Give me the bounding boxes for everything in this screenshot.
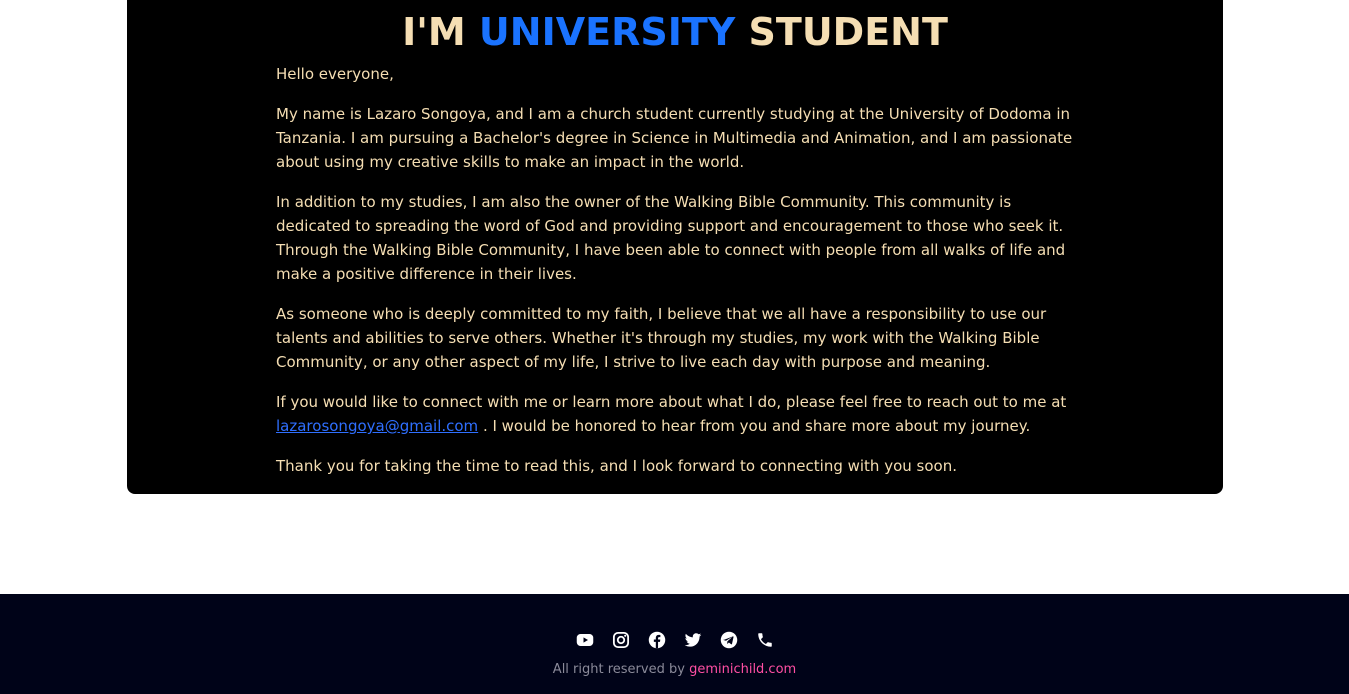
twitter-icon[interactable] [684, 631, 702, 649]
youtube-icon[interactable] [576, 631, 594, 649]
contact-text-before: If you would like to connect with me or learn more about what I do, please feel free to reach out to me at [276, 393, 1067, 411]
copyright-prefix: All right reserved by [552, 662, 690, 677]
closing-paragraph: Thank you for taking the time to read this, and I look forward to connecting with you soon. [276, 457, 957, 475]
title-highlight: UNIVERSITY [478, 10, 736, 54]
email-link[interactable]: lazarosongoya@gmail.com [276, 417, 479, 435]
contact-text-after: . I would be honored to hear from you and share more about my journey. [478, 417, 1031, 435]
social-links [0, 631, 1349, 649]
about-text [276, 62, 1076, 494]
instagram-icon[interactable] [612, 631, 630, 649]
faith-paragraph: As someone who is deeply committed to my faith, I believe that we all have a responsibility to use our talents and abilities to serve others. Whether it's through my studies, my work with the Walking Bible Community, or any other aspect of my life, I strive to live each day with purpose and meaning. [276, 305, 1047, 371]
phone-icon[interactable] [756, 631, 774, 649]
telegram-icon[interactable] [720, 631, 738, 649]
copyright-text [0, 661, 1349, 679]
facebook-icon[interactable] [648, 631, 666, 649]
copyright-link[interactable]: geminichild.com [689, 662, 797, 677]
page-title [127, 8, 1223, 56]
title-prefix: I'M [402, 10, 479, 54]
contact-paragraph [276, 390, 1076, 438]
intro-paragraph: My name is Lazaro Songoya, and I am a church student currently studying at the University of Dodoma in Tanzania. I am pursuing a Bachelor's degree in Science in Multimedia and Animation, and I am passionate about using my creative skills to make an impact in the world. [276, 105, 1073, 171]
about-card [127, 0, 1223, 494]
title-suffix: STUDENT [735, 10, 948, 54]
community-paragraph: In addition to my studies, I am also the owner of the Walking Bible Community. This community is dedicated to spreading the word of God and providing support and encouragement to those who seek it. Through the Walking Bible Community, I have been able to connect with people from all walks of life and make a positive difference in their lives. [276, 193, 1066, 283]
greeting-text: Hello everyone, [276, 65, 394, 83]
